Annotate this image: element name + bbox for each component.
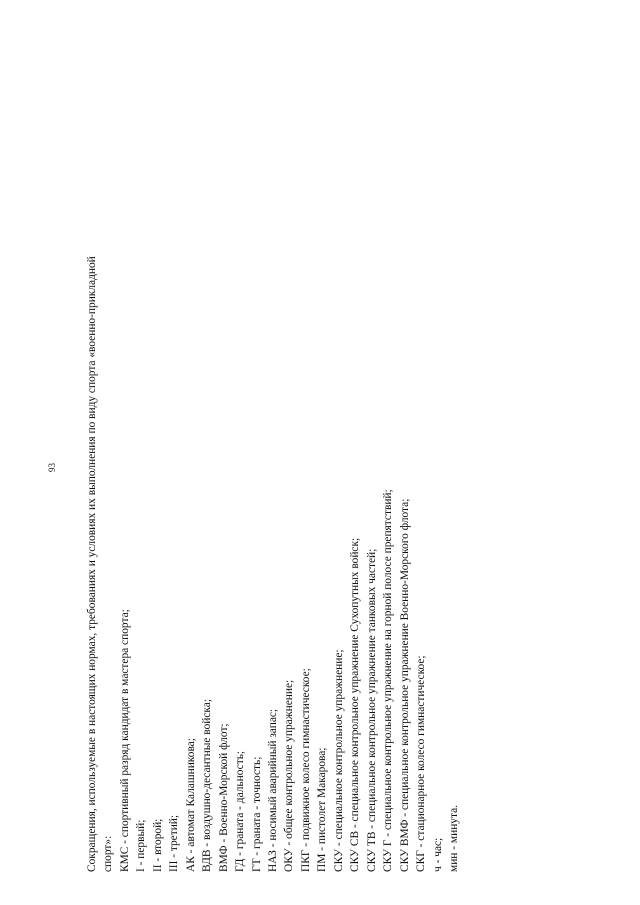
abbreviation-ii: II - второй; (151, 818, 164, 872)
abbreviation-min: мин - минута. (447, 804, 460, 872)
intro-text: Сокращения, используемые в настоящих нормах, требованиях и условиях их выполнения по виду спорта «военно-прикладной (86, 256, 98, 872)
abbreviation-oku: ОКУ - общее контрольное упражнение; (283, 679, 296, 872)
abbreviation-vmf: ВМФ - Военно-Морской флот; (217, 723, 230, 872)
abbreviation-sku-tv: СКУ ТВ - специальное контрольное упражнение танковых частей; (365, 548, 378, 872)
abbreviation-sku: СКУ - специальное контрольное упражнение; (332, 649, 345, 872)
abbreviation-gd: ГД - граната - дальность; (234, 750, 247, 872)
abbreviation-sku-vmf: СКУ ВМФ - специальное контрольное упражнение Военно-Морского флота; (398, 498, 411, 872)
abbreviation-ak: АК - автомат Калашникова; (184, 738, 197, 872)
abbreviation-kms: КМС - спортивный разряд кандидат в мастера спорта; (118, 609, 131, 872)
abbreviation-gt: ГТ - граната - точность; (250, 756, 263, 872)
abbreviation-iii: III - третий; (168, 814, 181, 872)
intro-text-continued: спорт»: (102, 835, 115, 872)
abbreviation-skg: СКГ - стационарное колесо гимнастическое; (415, 655, 428, 872)
page-number: 93 (47, 463, 57, 472)
abbreviation-naz: НАЗ - носимый аварийный запас; (266, 708, 279, 872)
abbreviation-vdv: ВДВ - воздушно-десантные войска; (201, 699, 214, 872)
abbreviation-pkg: ПКГ - подвижное колесо гимнастическое; (299, 668, 312, 872)
abbreviation-ch: ч - час; (431, 837, 444, 872)
abbreviation-i: I - первый; (135, 819, 148, 872)
abbreviation-sku-g: СКУ Г - специальное контрольное упражнение на горной полосе препятствий; (382, 489, 395, 872)
abbreviation-sku-sv: СКУ СВ - специальное контрольное упражнение Сухопутных войск; (349, 537, 362, 872)
abbreviations-section (84, 72, 462, 872)
abbreviation-pm: ПМ - пистолет Макарова; (316, 747, 329, 872)
